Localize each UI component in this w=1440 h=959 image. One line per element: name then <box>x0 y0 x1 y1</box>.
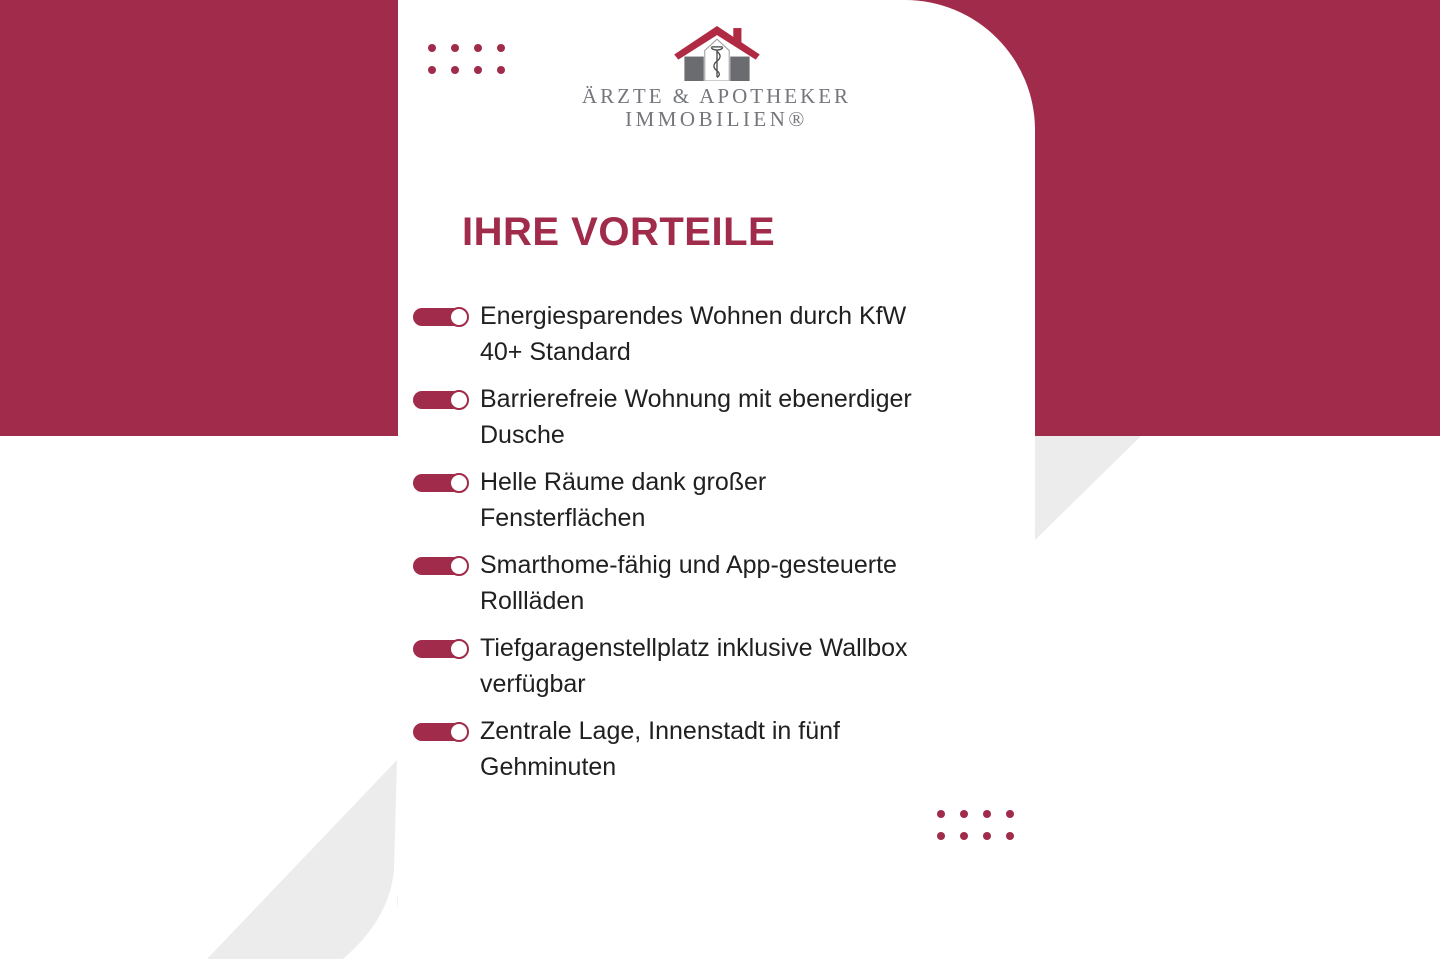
page-title: IHRE VORTEILE <box>462 210 776 254</box>
benefit-item <box>413 381 973 453</box>
benefits-list <box>413 298 973 785</box>
benefit-label: Zentrale Lage, Innenstadt in fünf Gehminuten <box>480 717 840 781</box>
dot <box>1006 832 1014 840</box>
benefit-label: Energiesparendes Wohnen durch KfW 40+ Standard <box>480 302 907 366</box>
toggle-on-icon[interactable] <box>413 308 467 326</box>
benefit-item <box>413 547 973 619</box>
toggle-knob <box>449 556 469 576</box>
benefit-item <box>413 298 973 370</box>
benefit-label: Smarthome-fähig und App-gesteuerte Rollläden <box>480 551 897 615</box>
dot <box>937 810 945 818</box>
toggle-knob <box>449 390 469 410</box>
dot <box>1006 810 1014 818</box>
benefit-item <box>413 630 973 702</box>
toggle-knob <box>449 722 469 742</box>
toggle-on-icon[interactable] <box>413 391 467 409</box>
benefit-item <box>413 713 973 785</box>
right-wall <box>730 57 749 81</box>
house-caduceus-icon <box>674 26 760 81</box>
benefit-item <box>413 464 973 536</box>
left-wall <box>684 57 703 81</box>
benefit-label: Tiefgaragenstellplatz inklusive Wallbox verfügbar <box>480 634 908 698</box>
toggle-on-icon[interactable] <box>413 723 467 741</box>
watermark-triangle <box>1035 436 1141 540</box>
toggle-knob <box>449 473 469 493</box>
brand-name-line1: ÄRZTE & APOTHEKER <box>581 84 852 108</box>
brand-name-line2: IMMOBILIEN® <box>625 107 808 131</box>
toggle-knob <box>449 639 469 659</box>
benefit-label: Barrierefreie Wohnung mit ebenerdiger Dusche <box>480 385 912 449</box>
dot <box>983 810 991 818</box>
toggle-on-icon[interactable] <box>413 557 467 575</box>
benefits-card <box>398 0 1035 959</box>
brand-logo <box>398 26 1035 130</box>
toggle-on-icon[interactable] <box>413 474 467 492</box>
benefit-label: Helle Räume dank großer Fensterflächen <box>480 468 767 532</box>
toggle-on-icon[interactable] <box>413 640 467 658</box>
dot <box>983 832 991 840</box>
dot <box>960 832 968 840</box>
dot <box>937 832 945 840</box>
dot <box>960 810 968 818</box>
dot-grid-bottom <box>937 810 1014 840</box>
toggle-knob <box>449 307 469 327</box>
